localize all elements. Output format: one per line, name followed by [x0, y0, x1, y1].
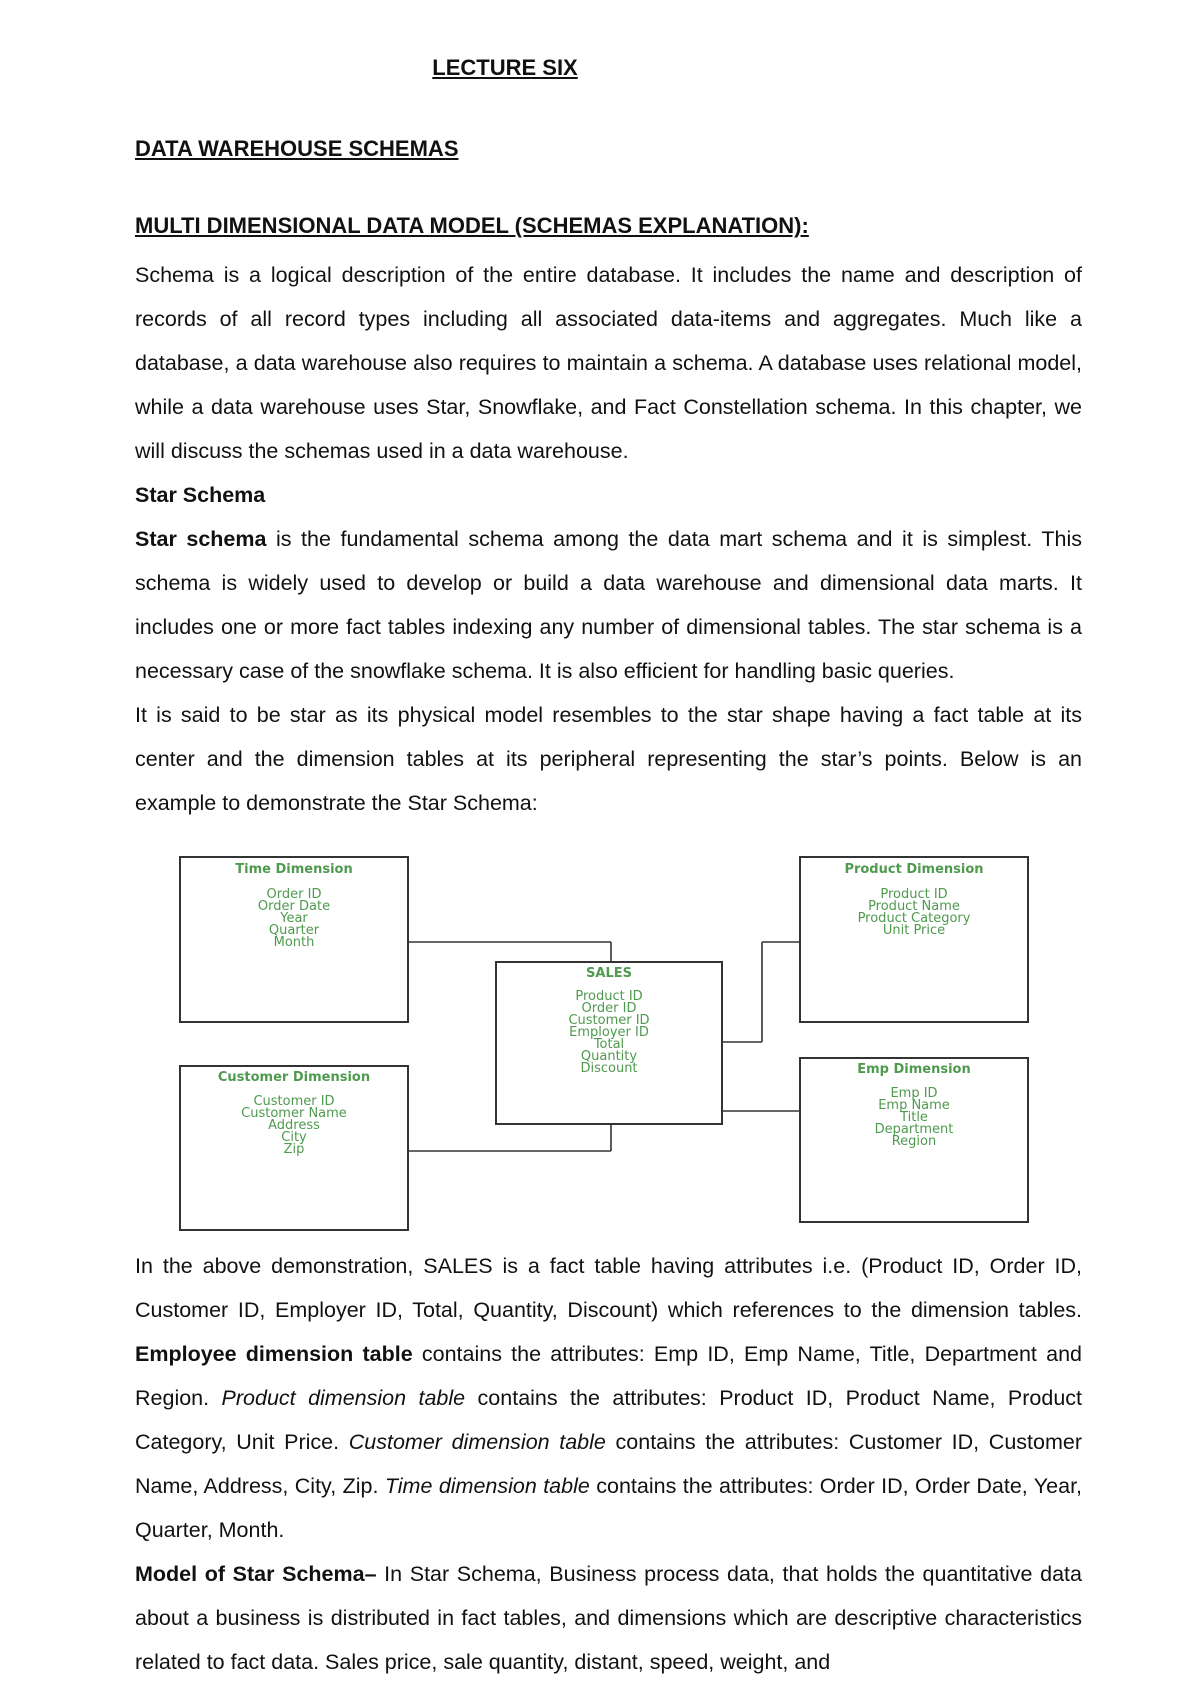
sales-title: SALES [586, 966, 632, 981]
emp-attr: Department [874, 1122, 954, 1137]
intro-paragraph: Schema is a logical description of the entire database. It includes the name and description of records of all record types including all associated data-items and aggregates. Much like a database, a data warehouse also requires to maintain a schema. A database uses relational model, while a data warehouse uses Star, Snowflake, and Fact Constellation schema. In this chapter, we will discuss the schemas used in a data warehouse. [135, 263, 1082, 463]
demo-text-1: In the above demonstration, SALES is a fact table having attributes i.e. (Product ID, Order ID, Customer ID, Employer ID, Total, Quantity, Discount) which references to the dimension tables. [135, 1254, 1082, 1322]
time-attr: Year [280, 911, 308, 926]
demonstration-paragraph [135, 1244, 1082, 1552]
product-attr: Unit Price [882, 923, 946, 938]
product-dimension-term: Product dimension table [221, 1386, 466, 1410]
lecture-title: LECTURE SIX [432, 55, 578, 80]
sales-attr: Total [593, 1037, 625, 1052]
model-paragraph [135, 1552, 1082, 1684]
star-schema-heading: Star Schema [135, 483, 266, 507]
demo-text-2: contains the attributes: Emp ID, Emp Name, Title, Department and Region. [135, 1342, 1082, 1410]
emp-attr: Emp ID [890, 1086, 938, 1101]
customer-dimension-title: Customer Dimension [217, 1070, 371, 1085]
product-attr: Product Category [857, 911, 971, 926]
time-dimension-title: Time Dimension [235, 862, 353, 877]
product-dimension-title: Product Dimension [844, 862, 984, 877]
sales-attr: Employer ID [569, 1025, 649, 1040]
star-paragraph-1-text: is the fundamental schema among the data mart schema and it is simplest. This schema is widely used to develop or build a data warehouse and dimensional data marts. It includes one or more fact tables indexing any number of dimensional tables. The star schema is a necessary case of the snowflake schema. It is also efficient for handling basic queries. [135, 527, 1082, 683]
model-star-schema-term: Model of Star Schema– [135, 1562, 377, 1586]
sales-attr: Discount [580, 1061, 638, 1076]
product-dimension-box [800, 857, 1028, 1022]
demo-text-4: contains the attributes: Customer ID, Customer Name, Address, City, Zip. [135, 1430, 1082, 1498]
sales-attr: Customer ID [568, 1013, 650, 1028]
demo-text-3: contains the attributes: Product ID, Product Name, Product Category, Unit Price. [135, 1386, 1082, 1454]
customer-dimension-term: Customer dimension table [348, 1430, 606, 1454]
time-attr: Order Date [257, 899, 331, 914]
time-attr: Month [273, 935, 315, 950]
sales-attr: Order ID [581, 1001, 637, 1016]
model-text: In Star Schema, Business process data, that holds the quantitative data about a business is distributed in fact tables, and dimensions which are descriptive characteristics related to fact data. Sales price, sale quantity, distant, speed, weight, and [135, 1562, 1082, 1674]
emp-attr: Emp Name [878, 1098, 950, 1113]
customer-attr: Customer Name [241, 1106, 347, 1121]
customer-attr: Customer ID [253, 1094, 335, 1109]
time-attr: Order ID [266, 887, 322, 902]
product-attr: Product Name [868, 899, 960, 914]
demonstration-section [135, 1244, 1082, 1684]
section-title: DATA WAREHOUSE SCHEMAS [135, 136, 459, 161]
emp-attr: Region [891, 1134, 937, 1149]
sales-attr: Product ID [575, 989, 643, 1004]
customer-attr: Address [268, 1118, 320, 1133]
emp-attr: Title [900, 1110, 928, 1125]
product-attr: Product ID [880, 887, 948, 902]
employee-dimension-term: Employee dimension table [135, 1342, 413, 1366]
time-dimension-term: Time dimension table [384, 1474, 590, 1498]
customer-attr: City [281, 1130, 307, 1145]
star-schema-term: Star schema [135, 527, 267, 551]
demo-text-5: contains the attributes: Order ID, Order Date, Year, Quarter, Month. [135, 1474, 1083, 1542]
time-attr: Quarter [268, 923, 320, 938]
star-paragraph-2: It is said to be star as its physical model resembles to the star shape having a fact table at its center and the dimension tables at its peripheral representing the star’s points. Below is an example to demonstrate the Star Schema: [135, 703, 1082, 815]
sales-attr: Quantity [580, 1049, 638, 1064]
customer-attr: Zip [283, 1142, 305, 1157]
emp-dimension-title: Emp Dimension [857, 1062, 971, 1077]
subsection-title: MULTI DIMENSIONAL DATA MODEL (SCHEMAS EXPLANATION): [135, 213, 809, 238]
